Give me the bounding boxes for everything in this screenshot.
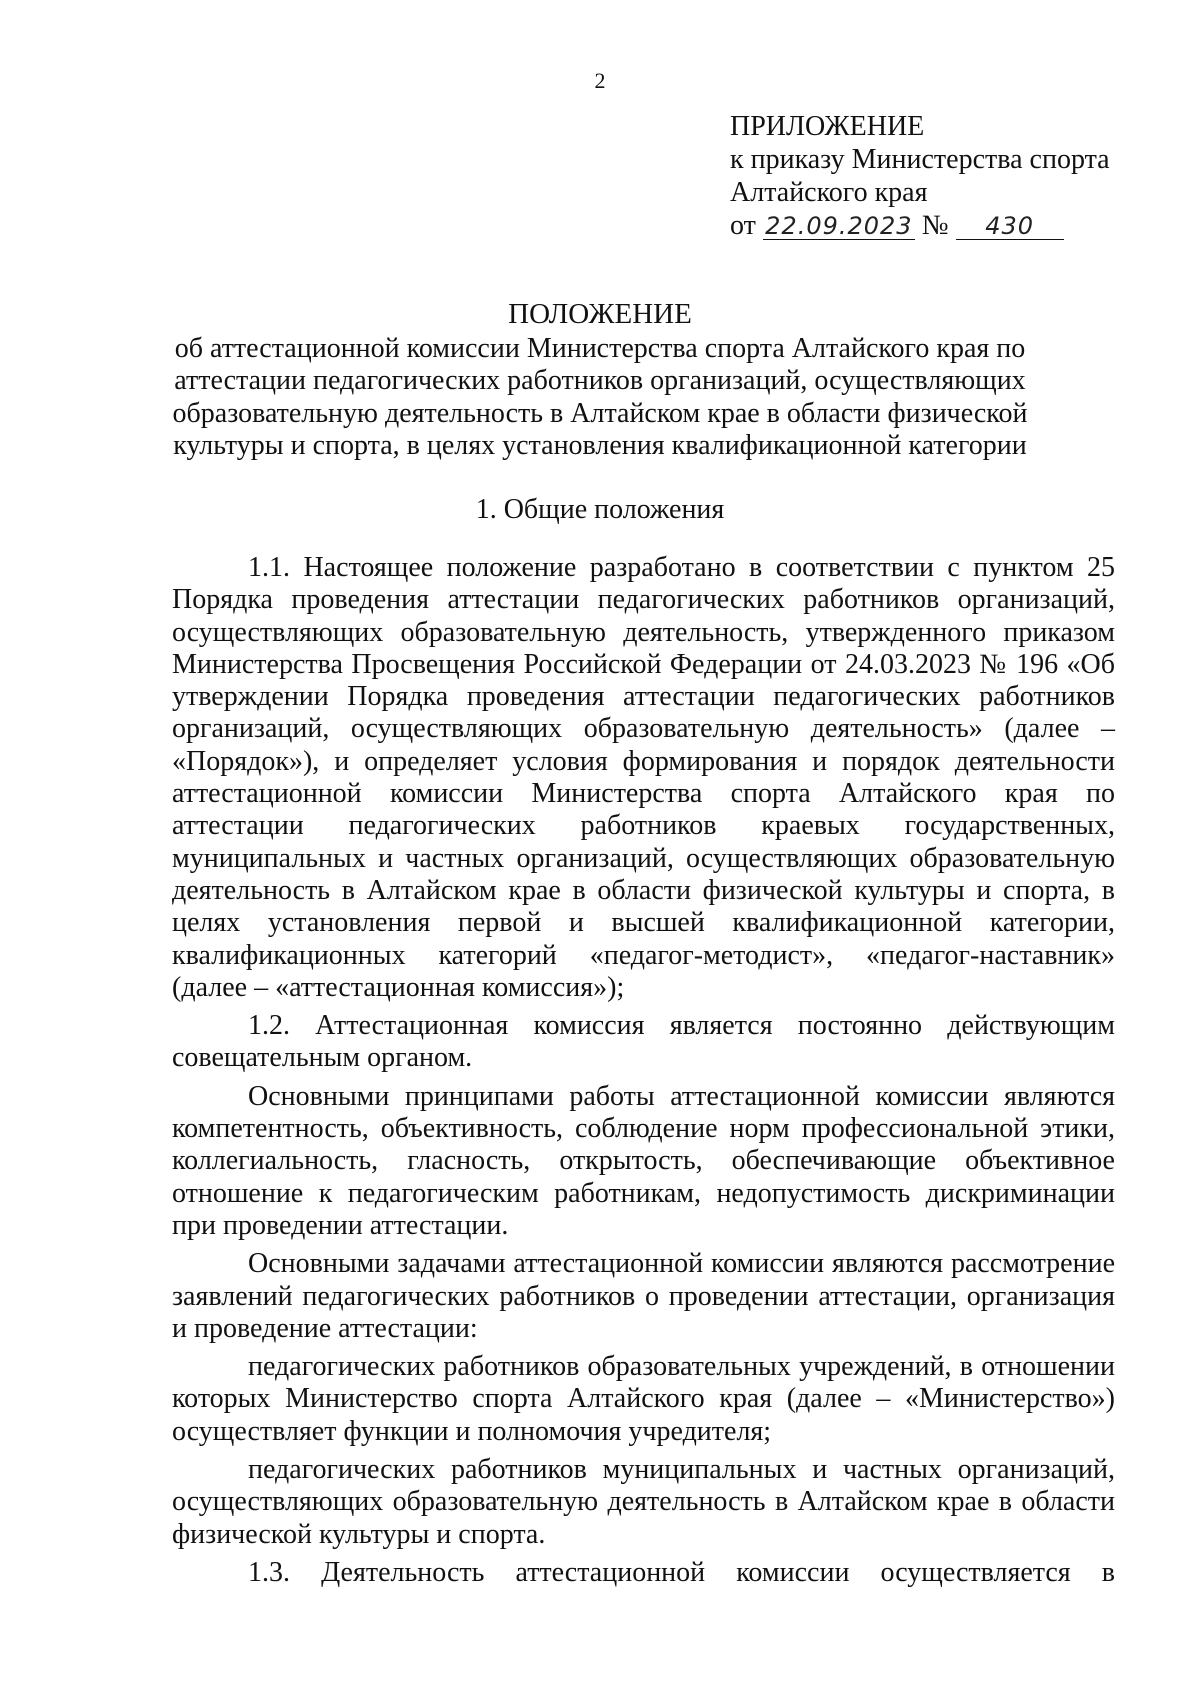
handwritten-number: 430 [956,213,1064,240]
appendix-line-1: к приказу Министерства спорта [730,144,1110,175]
paragraph-principles: Основными принципами работы аттестационной комиссии являются компетентность, объективность, соблюдение норм профессиональной этики, коллегиальность, гласность, открытость, обеспечивающие объективное отношение к педагогическим работникам, недопустимость дискриминации при проведении аттестации. [172,1080,1115,1241]
paragraph-1-1: 1.1. Настоящее положение разработано в соответствии с пунктом 25 Порядка проведения аттестации педагогических работников организаций, осуществляющих образовательную деятельность, утвержденного приказом Министерства Просвещения Российской Федерации от 24.03.2023 № 196 «Об утверждении Порядка проведения аттестации педагогических работников организаций, осуществляющих образовательную деятельность» (далее – «Порядок»), и определяет условия формирования и порядок деятельности аттестационной комиссии Министерства спорта Алтайского края по аттестации педагогических работников краевых государственных, муниципальных и частных организаций, осуществляющих образовательную деятельность в Алтайском крае в области физической культуры и спорта, в целях установления первой и высшей квалификационной категории, квалификационных категорий «педагог-методист», «педагог-наставник» (далее – «аттестационная комиссия»); [172,552,1115,1003]
subtitle-line: аттестации педагогических работников организаций, осуществляющих [174,365,1026,396]
handwritten-date: 22.09.2023 [763,213,915,240]
appendix-block [730,110,1170,242]
subtitle-line: культуры и спорта, в целях установления квалификационной категории [173,430,1027,461]
appendix-line-2: Алтайского края [730,177,928,208]
date-prefix: от [730,210,756,241]
paragraph-municipal: педагогических работников муниципальных и частных организаций, осуществляющих образовательную деятельность в Алтайском крае в области физической культуры и спорта. [172,1454,1115,1550]
appendix-title: ПРИЛОЖЕНИЕ [730,111,925,142]
paragraph-institutions: педагогических работников образовательных учреждений, в отношении которых Министерство спорта Алтайского края (далее – «Министерство») осуществляет функции и полномочия учредителя; [172,1351,1115,1447]
appendix-date-line [730,209,1170,242]
paragraph-tasks: Основными задачами аттестационной комиссии являются рассмотрение заявлений педагогических работников о проведении аттестации, организация и проведение аттестации: [172,1248,1115,1344]
subtitle-line: об аттестационной комиссии Министерства спорта Алтайского края по [174,332,1026,364]
document-body [172,552,1115,1595]
subtitle-line: образовательную деятельность в Алтайском крае в области физической [172,397,1028,429]
document-title-block [150,298,1050,463]
page-number: 2 [594,68,606,93]
document-title: ПОЛОЖЕНИЕ [508,298,692,330]
number-sign: № [921,210,949,241]
section-title: 1. Общие положения [475,494,725,525]
paragraph-1-3: 1.3. Деятельность аттестационной комиссии осуществляется в [248,1556,1115,1588]
paragraph-1-2: 1.2. Аттестационная комиссия является постоянно действующим совещательным органом. [172,1010,1115,1074]
